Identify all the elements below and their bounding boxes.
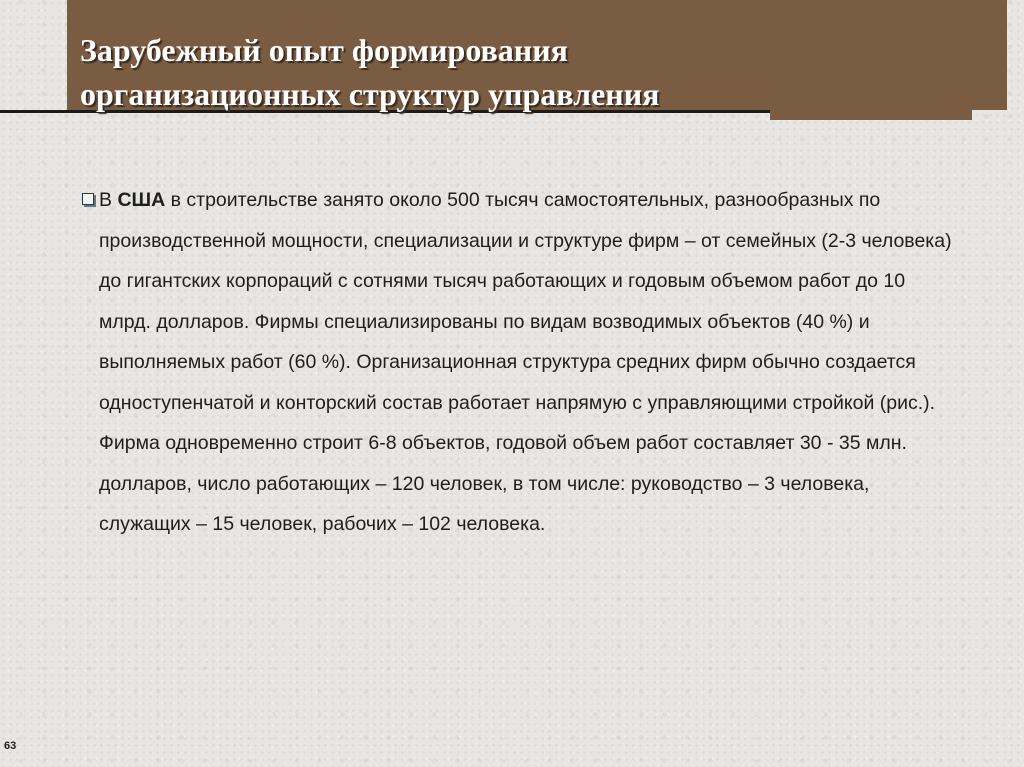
slide-title-line-1: Зарубежный опыт формирования	[80, 32, 568, 68]
bullet-prefix: В	[99, 189, 118, 211]
bullet-emphasis: США	[117, 189, 166, 211]
slide-title-line-2: организационных структур управления	[80, 76, 660, 112]
bullet-paragraph	[99, 180, 962, 545]
bullet-text: в строительстве занято около 500 тысяч самостоятельных, разнообразных по производственной мощности, специализации и структуре фирм – от семейных (2-3 человека) до гигантских корпораций с сотнями тысяч работающих и годовым объемом работ до 10 млрд. долларов. Фирмы специализированы по видам возводимых объектов (40 %) и выполняемых работ (60 %). Организационная структура средних фирм обычно создается одноступенчатой и конторский состав работает напрямую с управляющими стройкой (рис.). Фирма одновременно строит 6-8 объектов, годовой объем работ составляет 30 - 35 млн. долларов, число работающих – 120 человек, в том числе: руководство – 3 человека, служащих – 15 человек, рабочих – 102 человека.	[99, 189, 952, 535]
page-number: 63	[4, 740, 17, 752]
square-bullet-icon	[82, 193, 94, 205]
slide-body	[82, 180, 962, 545]
slide-title	[80, 28, 980, 116]
